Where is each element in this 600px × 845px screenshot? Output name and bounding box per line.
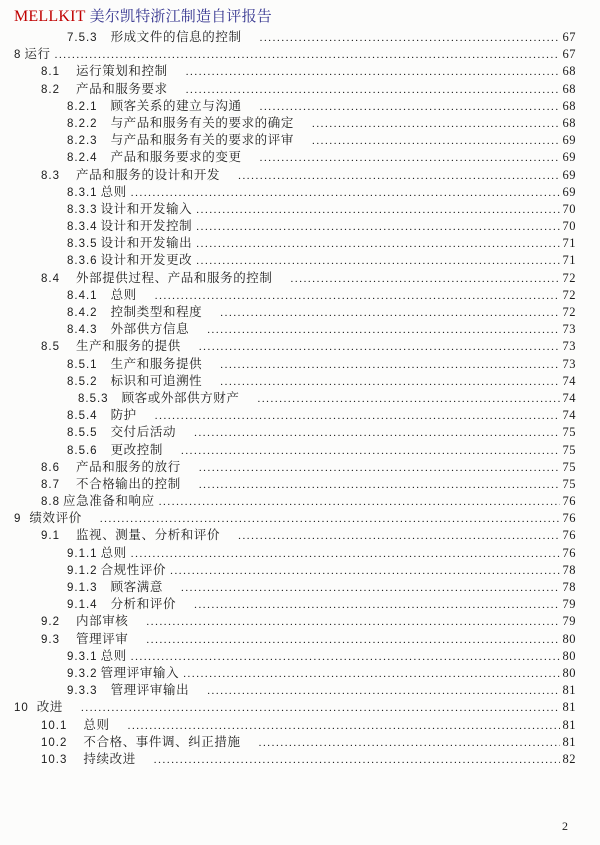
toc-entry-number: 8.2.1 xyxy=(67,100,98,113)
toc-entry-title: 形成文件的信息的控制 xyxy=(110,30,242,44)
dot-leader xyxy=(207,683,560,700)
toc-entry-number: 9.3.3 xyxy=(67,685,98,698)
toc-entry-page-number: 80 xyxy=(562,648,576,663)
toc-entry-title: 持续改进 xyxy=(83,751,136,766)
toc-entry-number: 9.3.2 xyxy=(67,667,98,680)
dot-leader xyxy=(154,752,560,769)
toc-entry xyxy=(14,235,576,252)
toc-entry xyxy=(14,81,576,98)
document-title: 美尔凯特浙江制造自评报告 xyxy=(89,9,273,25)
toc-entry-page-number: 68 xyxy=(562,115,576,130)
toc-entry-page-number: 81 xyxy=(562,683,576,698)
toc-entry-page-number: 74 xyxy=(562,408,576,423)
toc-entry xyxy=(14,252,576,269)
toc-entry xyxy=(14,356,576,373)
toc-entry-title: 产品和服务的设计和开发 xyxy=(76,167,221,182)
toc-entry-page-number: 67 xyxy=(562,47,576,62)
toc-entry-page-number: 81 xyxy=(562,700,576,715)
toc-entry-number: 8.4.1 xyxy=(67,289,98,302)
toc-entry-number: 8.7 xyxy=(41,478,60,491)
toc-entry-page-number: 73 xyxy=(562,356,576,371)
toc-entry-page-number: 72 xyxy=(562,270,576,285)
dot-leader xyxy=(100,511,560,528)
toc-entry-page-number: 68 xyxy=(562,98,576,113)
dot-leader xyxy=(81,700,560,717)
toc-entry-number: 7.5.3 xyxy=(67,32,98,44)
toc-entry xyxy=(14,459,576,476)
toc-entry-page-number: 79 xyxy=(562,614,576,629)
toc-entry xyxy=(14,682,576,699)
toc-entry-number: 9.1.4 xyxy=(67,599,98,612)
toc-entry xyxy=(14,29,576,46)
toc-entry-number: 8.4 xyxy=(41,272,60,285)
toc-entry-title: 交付后活动 xyxy=(110,425,177,440)
dot-leader xyxy=(196,202,560,219)
toc-entry-title: 总则 xyxy=(100,648,127,663)
toc-entry-title: 管理评审输入 xyxy=(100,665,180,680)
dot-leader xyxy=(131,546,560,563)
toc-entry-page-number: 73 xyxy=(562,339,576,354)
dot-leader xyxy=(183,666,560,683)
toc-entry-title: 不合格、事件调、纠正措施 xyxy=(83,734,241,749)
toc-entry xyxy=(14,218,576,235)
toc-entry xyxy=(14,734,576,751)
toc-entry-title: 产品和服务的放行 xyxy=(76,459,181,474)
toc-entry-page-number: 79 xyxy=(562,597,576,612)
toc-entry-number: 8.3.3 xyxy=(67,203,98,216)
toc-entry xyxy=(14,631,576,648)
toc-entry-title: 合规性评价 xyxy=(100,562,167,577)
toc-entry-number: 8.3.4 xyxy=(67,221,98,234)
toc-entry-page-number: 72 xyxy=(562,287,576,302)
toc-entry-title: 管理评审输出 xyxy=(110,683,190,698)
toc-entry-page-number: 76 xyxy=(562,494,576,509)
toc-entry-title: 顾客关系的建立与沟通 xyxy=(110,98,242,113)
toc-entry xyxy=(14,270,576,287)
toc-entry-page-number: 69 xyxy=(562,133,576,148)
toc-entry-number: 8.5.5 xyxy=(67,427,98,440)
brand-logo-text: MELLKIT xyxy=(14,8,86,25)
dot-leader xyxy=(238,168,560,185)
toc-entry-page-number: 75 xyxy=(562,476,576,491)
toc-entry-page-number: 75 xyxy=(562,459,576,474)
toc-entry-number: 8.4.3 xyxy=(67,324,98,337)
toc-entry-title: 产品和服务要求的变更 xyxy=(110,150,242,165)
toc-entry-title: 外部提供过程、产品和服务的控制 xyxy=(76,270,273,285)
toc-entry-number: 8.3.1 xyxy=(67,186,98,199)
toc-entry-title: 绩效评价 xyxy=(29,511,82,526)
dot-leader xyxy=(260,30,560,47)
toc-entry-number: 9.1.1 xyxy=(67,547,98,560)
toc-entry-number: 9.3.1 xyxy=(67,650,98,663)
toc-entry-number: 8.5.2 xyxy=(67,375,98,388)
toc-entry-number: 8.3.6 xyxy=(67,255,98,268)
dot-leader xyxy=(194,425,560,442)
footer-page-number: 2 xyxy=(562,819,568,833)
toc-entry xyxy=(14,613,576,630)
toc-entry xyxy=(14,184,576,201)
toc-entry-number: 10.3 xyxy=(41,753,68,766)
dot-leader xyxy=(55,47,560,64)
toc-entry xyxy=(14,98,576,115)
toc-entry-page-number: 80 xyxy=(562,665,576,680)
dot-leader xyxy=(312,116,560,133)
toc-entry-number: 8.5.4 xyxy=(67,410,98,423)
dot-leader xyxy=(207,322,560,339)
toc-entry-page-number: 81 xyxy=(562,734,576,749)
toc-entry-page-number: 78 xyxy=(562,580,576,594)
toc-entry xyxy=(14,46,576,63)
toc-entry-number: 10 xyxy=(14,702,29,715)
toc-entry xyxy=(14,338,576,355)
toc-entry-page-number: 76 xyxy=(562,511,576,526)
toc-entry xyxy=(14,407,576,424)
toc-entry-title: 标识和可追溯性 xyxy=(110,373,203,388)
toc-entry xyxy=(14,493,576,510)
dot-leader xyxy=(257,391,560,408)
dot-leader xyxy=(155,408,560,425)
toc-entry xyxy=(14,321,576,338)
dot-leader xyxy=(199,477,560,494)
toc-entry xyxy=(14,579,576,596)
toc-entry-page-number: 82 xyxy=(562,751,576,766)
table-of-contents xyxy=(14,29,576,768)
toc-entry-title: 防护 xyxy=(110,408,137,423)
dot-leader xyxy=(186,82,560,99)
toc-entry xyxy=(14,527,576,544)
toc-entry-title: 总则 xyxy=(110,287,137,302)
toc-entry-title: 生产和服务提供 xyxy=(110,356,203,371)
toc-entry xyxy=(14,149,576,166)
toc-entry-page-number: 72 xyxy=(562,305,576,319)
toc-entry-page-number: 69 xyxy=(562,150,576,165)
toc-entry-number: 9.1 xyxy=(41,530,60,543)
dot-leader xyxy=(259,735,560,752)
toc-entry-number: 8.3 xyxy=(41,169,60,182)
toc-entry xyxy=(14,287,576,304)
toc-entry-page-number: 76 xyxy=(562,545,576,560)
toc-entry-title: 运行策划和控制 xyxy=(76,64,168,79)
toc-entry-number: 8.2.3 xyxy=(67,135,98,148)
dot-leader xyxy=(181,580,560,597)
toc-entry xyxy=(14,545,576,562)
toc-entry-number: 8.3.5 xyxy=(67,238,98,251)
toc-entry-title: 设计和开发输入 xyxy=(100,201,193,216)
toc-entry-page-number: 68 xyxy=(562,64,576,79)
toc-entry xyxy=(14,476,576,493)
toc-entry-title: 运行 xyxy=(24,47,51,62)
dot-leader xyxy=(146,614,560,631)
toc-entry-page-number: 75 xyxy=(562,442,576,457)
toc-entry xyxy=(14,390,576,407)
toc-entry-title: 分析和评价 xyxy=(110,597,177,612)
dot-leader xyxy=(131,649,560,666)
toc-entry xyxy=(14,665,576,682)
toc-entry-number: 9.1.2 xyxy=(67,564,98,577)
toc-entry-number: 8.6 xyxy=(41,461,60,474)
toc-entry-title: 与产品和服务有关的要求的确定 xyxy=(110,115,294,130)
toc-entry-title: 顾客或外部供方财产 xyxy=(121,390,240,405)
dot-leader xyxy=(196,236,560,253)
toc-entry-page-number: 75 xyxy=(562,425,576,440)
dot-leader xyxy=(199,339,560,356)
toc-entry xyxy=(14,699,576,716)
toc-entry-page-number: 78 xyxy=(562,562,576,577)
toc-entry xyxy=(14,132,576,149)
toc-entry xyxy=(14,424,576,441)
toc-entry-title: 应急准备和响应 xyxy=(63,494,155,509)
toc-entry-title: 设计和开发更改 xyxy=(100,253,193,268)
toc-entry-title: 生产和服务的提供 xyxy=(76,339,181,354)
toc-entry-title: 外部供方信息 xyxy=(110,322,190,337)
toc-entry-page-number: 71 xyxy=(562,236,576,251)
toc-entry-title: 不合格输出的控制 xyxy=(76,476,181,491)
toc-entry-page-number: 69 xyxy=(562,184,576,199)
dot-leader xyxy=(220,357,560,374)
toc-entry-number: 8.4.2 xyxy=(67,307,98,319)
toc-entry-number: 8.1 xyxy=(41,66,60,79)
toc-entry-number: 8.2.2 xyxy=(67,117,98,130)
toc-entry xyxy=(14,115,576,132)
toc-entry-number: 8.2.4 xyxy=(67,152,98,165)
toc-entry-page-number: 69 xyxy=(562,167,576,182)
toc-entry-title: 总则 xyxy=(100,184,127,199)
dot-leader xyxy=(128,718,560,735)
toc-entry-number: 8.5.3 xyxy=(78,392,109,405)
toc-entry-title: 与产品和服务有关的要求的评审 xyxy=(110,133,294,148)
toc-entry-page-number: 76 xyxy=(562,528,576,543)
toc-entry-title: 产品和服务要求 xyxy=(76,81,168,96)
dot-leader xyxy=(146,632,560,649)
toc-entry-number: 8 xyxy=(14,49,22,62)
toc-entry-page-number: 71 xyxy=(562,253,576,268)
dot-leader xyxy=(186,64,560,81)
toc-entry-page-number: 81 xyxy=(562,717,576,732)
toc-entry-page-number: 70 xyxy=(562,219,576,234)
toc-entry-number: 10.2 xyxy=(41,736,68,749)
dot-leader xyxy=(170,563,560,580)
dot-leader xyxy=(238,528,560,545)
toc-entry-title: 控制类型和程度 xyxy=(110,305,203,319)
toc-entry-page-number: 68 xyxy=(562,81,576,96)
dot-leader xyxy=(260,150,560,167)
toc-entry-title: 内部审核 xyxy=(76,614,129,629)
toc-entry-number: 9.2 xyxy=(41,616,60,629)
toc-entry-title: 设计和开发输出 xyxy=(100,236,193,251)
toc-entry xyxy=(14,648,576,665)
toc-entry xyxy=(14,373,576,390)
toc-entry xyxy=(14,304,576,321)
toc-entry-number: 8.5 xyxy=(41,341,60,354)
toc-entry-number: 9.1.3 xyxy=(67,582,98,594)
toc-entry-number: 10.1 xyxy=(41,719,68,732)
toc-entry-title: 管理评审 xyxy=(76,631,129,646)
dot-leader xyxy=(220,374,560,391)
toc-entry-number: 9.3 xyxy=(41,633,60,646)
toc-entry-page-number: 80 xyxy=(562,631,576,646)
toc-entry-title: 监视、测量、分析和评价 xyxy=(76,528,221,543)
toc-entry-page-number: 74 xyxy=(562,373,576,388)
dot-leader xyxy=(181,443,560,460)
toc-entry xyxy=(14,442,576,459)
dot-leader xyxy=(159,494,560,511)
toc-entry-number: 9 xyxy=(14,513,22,526)
document-header xyxy=(14,5,272,26)
toc-entry-number: 8.2 xyxy=(41,83,60,96)
toc-entry xyxy=(14,751,576,768)
toc-entry-page-number: 73 xyxy=(562,322,576,337)
dot-leader xyxy=(291,271,560,288)
toc-entry-number: 8.8 xyxy=(41,496,60,509)
dot-leader xyxy=(260,99,560,116)
toc-entry-page-number: 67 xyxy=(562,30,576,44)
toc-entry-number: 8.5.6 xyxy=(67,444,98,457)
dot-leader xyxy=(199,460,560,477)
dot-leader xyxy=(312,133,560,150)
toc-entry xyxy=(14,562,576,579)
toc-entry xyxy=(14,63,576,80)
toc-entry xyxy=(14,167,576,184)
toc-entry-title: 更改控制 xyxy=(110,442,163,457)
toc-entry-number: 8.5.1 xyxy=(67,358,98,371)
toc-entry-title: 顾客满意 xyxy=(110,580,163,594)
toc-entry-title: 总则 xyxy=(83,717,110,732)
toc-entry-page-number: 74 xyxy=(562,390,576,405)
toc-entry-title: 总则 xyxy=(100,545,127,560)
dot-leader xyxy=(155,288,560,305)
dot-leader xyxy=(194,597,560,614)
toc-entry-page-number: 70 xyxy=(562,201,576,216)
toc-entry xyxy=(14,717,576,734)
dot-leader xyxy=(196,219,560,236)
dot-leader xyxy=(196,253,560,270)
toc-entry xyxy=(14,510,576,527)
toc-entry xyxy=(14,596,576,613)
dot-leader xyxy=(131,185,560,202)
dot-leader xyxy=(220,305,560,322)
toc-entry-title: 改进 xyxy=(36,700,63,715)
toc-entry-title: 设计和开发控制 xyxy=(100,219,193,234)
toc-entry xyxy=(14,201,576,218)
